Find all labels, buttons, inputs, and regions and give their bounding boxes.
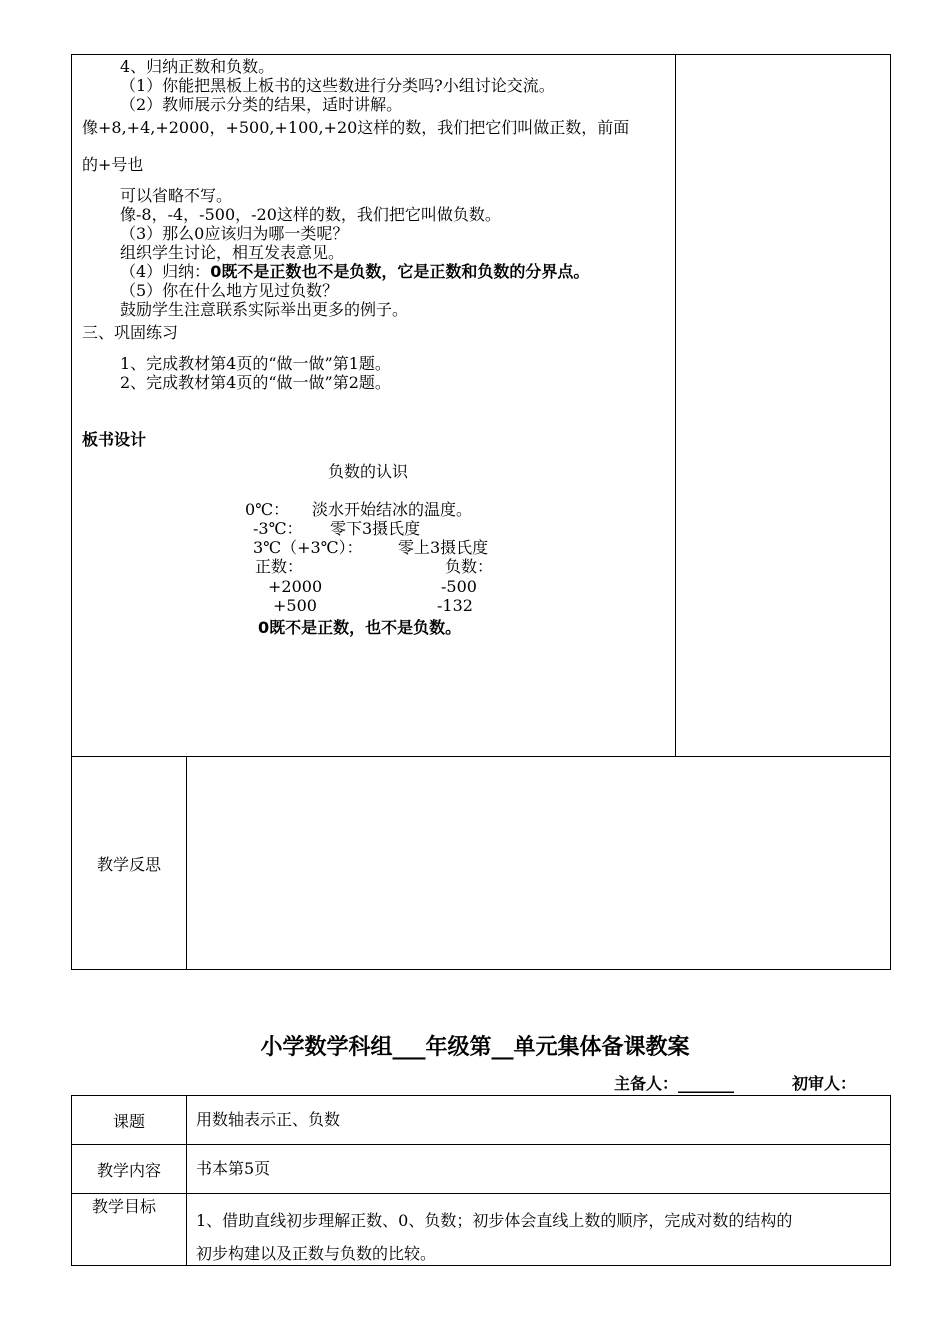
topic-label: 课题 [112,1111,145,1131]
board-conclusion: 0既不是正数，也不是负数。 [258,618,462,637]
board-line2-text: 零下3摄氏度 [330,519,421,538]
step-4-2: （2）教师展示分类的结果，适时讲解。 [120,95,403,114]
board-negative-label: 负数： [445,557,494,576]
board-line3-text: 零上3摄氏度 [398,538,489,557]
lesson-plan-title: 小学数学科组___年级第__单元集体备课教案 [260,1035,690,1060]
board-design-heading: 板书设计 [82,430,147,449]
goal-label: 教学目标 [92,1197,157,1216]
reflection-label-divider [186,756,187,970]
step-4-4-bold: 0既不是正数也不是负数，它是正数和负数的分界点。 [210,262,590,281]
positive-def-line1: 像+8,+4,+2000，+500,+100,+20这样的数，我们把它们叫做正数，前面 [82,118,630,137]
topic-label-cell [72,1096,186,1144]
goal-line-1: 1、借助直线初步理解正数、0、负数；初步体会直线上数的顺序，完成对数的结构的 [196,1211,793,1230]
reflection-divider-top [71,756,891,757]
upper-divider [675,54,676,757]
negative-def: 像-8，-4，-500，-20这样的数，我们把它叫做负数。 [120,205,501,224]
board-positive-2: +500 [273,596,317,615]
board-positive-label: 正数： [255,557,304,576]
lesson-label-divider [186,1095,187,1266]
content-value: 书本第5页 [196,1159,271,1178]
exercise-2: 2、完成教材第4页的“做一做”第2题。 [120,373,391,392]
step-4-heading: 4、归纳正数和负数。 [120,57,275,76]
step-4-4-label: （4）归纳： [120,262,211,281]
section-3-heading: 三、巩固练习 [82,323,179,342]
step-4-5: （5）你在什么地方见过负数？ [120,281,339,300]
board-negative-2: -132 [437,596,473,615]
host-field: 主备人：_______ [614,1074,735,1093]
board-line1-text: 淡水开始结冰的温度。 [312,500,473,519]
board-positive-1: +2000 [268,577,323,596]
reviewer-field: 初审人： [792,1074,857,1093]
discussion-line: 组织学生讨论，相互发表意见。 [120,243,345,262]
reflection-label: 教学反思 [96,854,161,874]
positive-def-line3: 可以省略不写。 [120,186,233,205]
topic-value: 用数轴表示正、负数 [196,1110,341,1129]
board-title: 负数的认识 [328,462,409,481]
lesson-plan-table [71,1095,891,1266]
board-line1-label: 0℃： [245,500,290,519]
content-label-cell [72,1145,186,1193]
encourage-line: 鼓励学生注意联系实际举出更多的例子。 [120,300,409,319]
step-4-1: （1）你能把黑板上板书的这些数进行分类吗?小组讨论交流。 [120,76,555,95]
content-label: 教学内容 [96,1160,161,1180]
step-4-4 [120,262,589,282]
board-negative-1: -500 [441,577,477,596]
step-4-3: （3）那么0应该归为哪一类呢？ [120,224,349,243]
positive-def-line2: 的+号也 [82,155,144,174]
reflection-label-cell [72,757,186,969]
lesson-row-divider-2 [71,1193,891,1194]
exercise-1: 1、完成教材第4页的“做一做”第1题。 [120,354,391,373]
goal-line-2: 初步构建以及正数与负数的比较。 [196,1244,437,1263]
board-line2-label: -3℃： [253,519,303,538]
lesson-row-divider-1 [71,1144,891,1145]
board-line3-label: 3℃（+3℃）： [253,538,363,557]
